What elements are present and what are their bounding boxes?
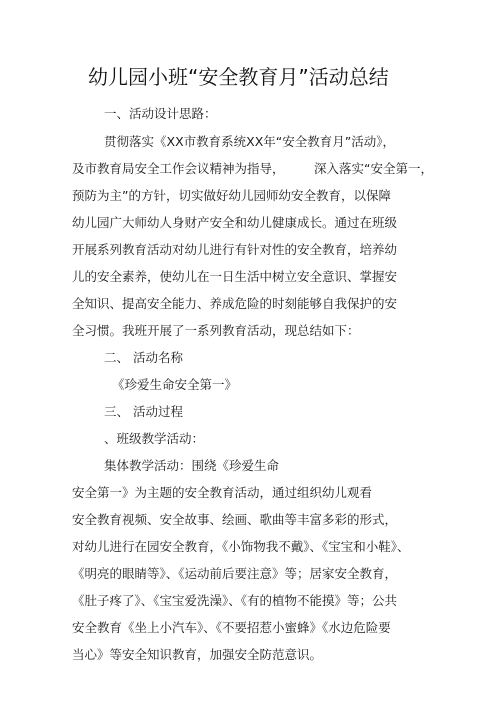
paragraph-line: 对幼儿进行在园安全教育，《小饰物我不戴》、《宝宝和小鞋》、 — [72, 539, 410, 554]
paragraph-line: 《肚子疼了》、《宝宝爱洗澡》、《有的植物不能摸》等；公共 — [72, 593, 398, 608]
paragraph-line: 及市教育局安全工作会议精神为指导， — [72, 161, 285, 176]
paragraph-line: 安全第一》为主题的安全教育活动，通过组织幼儿观看 — [72, 485, 373, 500]
section-heading-process: 三、 活动过程 — [104, 404, 183, 419]
paragraph-line: 全习惯。我班开展了一系列教育活动，现总结如下： — [72, 323, 360, 338]
paragraph-line: 幼儿园广大师幼人身财产安全和幼儿健康成长。通过在班级 — [72, 215, 398, 230]
paragraph-line: 安全教育视频、安全故事、绘画、歌曲等丰富多彩的形式， — [72, 512, 398, 527]
paragraph-line: 贯彻落实《XX市教育系统XX年“安全教育月”活动》， — [104, 134, 395, 149]
paragraph-line: 儿的安全素养，使幼儿在一日生活中树立安全意识、掌握安 — [72, 269, 398, 284]
paragraph-line: 深入落实“安全第一， — [314, 161, 433, 176]
paragraph-line: 安全教育《坐上小汽车》、《不要招惹小蜜蜂》《水边危险要 — [72, 620, 391, 635]
paragraph-line: 全知识、提高安全能力、养成危险的时刻能够自我保护的安 — [72, 296, 398, 311]
paragraph-line: 集体教学活动：围绕《珍爱生命 — [104, 458, 280, 473]
section-heading-name: 二、 活动名称 — [104, 350, 183, 365]
document-title: 幼儿园小班“安全教育月”活动总结 — [88, 65, 389, 89]
section-heading-design: 一、活动设计思路： — [104, 106, 217, 121]
paragraph-line: 《明亮的眼睛等》、《运动前后要注意》等；居家安全教育， — [72, 566, 398, 581]
paragraph-line: 预防为主”的方针，切实做好幼儿园师幼安全教育，以保障 — [72, 188, 391, 203]
activity-name: 《珍爱生命安全第一》 — [112, 377, 238, 392]
paragraph-line: 当心》等安全知识教育，加强安全防范意识。 — [72, 647, 323, 662]
subsection-heading: 、班级教学活动： — [104, 431, 205, 446]
paragraph-line: 开展系列教育活动对幼儿进行有针对性的安全教育，培养幼 — [72, 242, 398, 257]
